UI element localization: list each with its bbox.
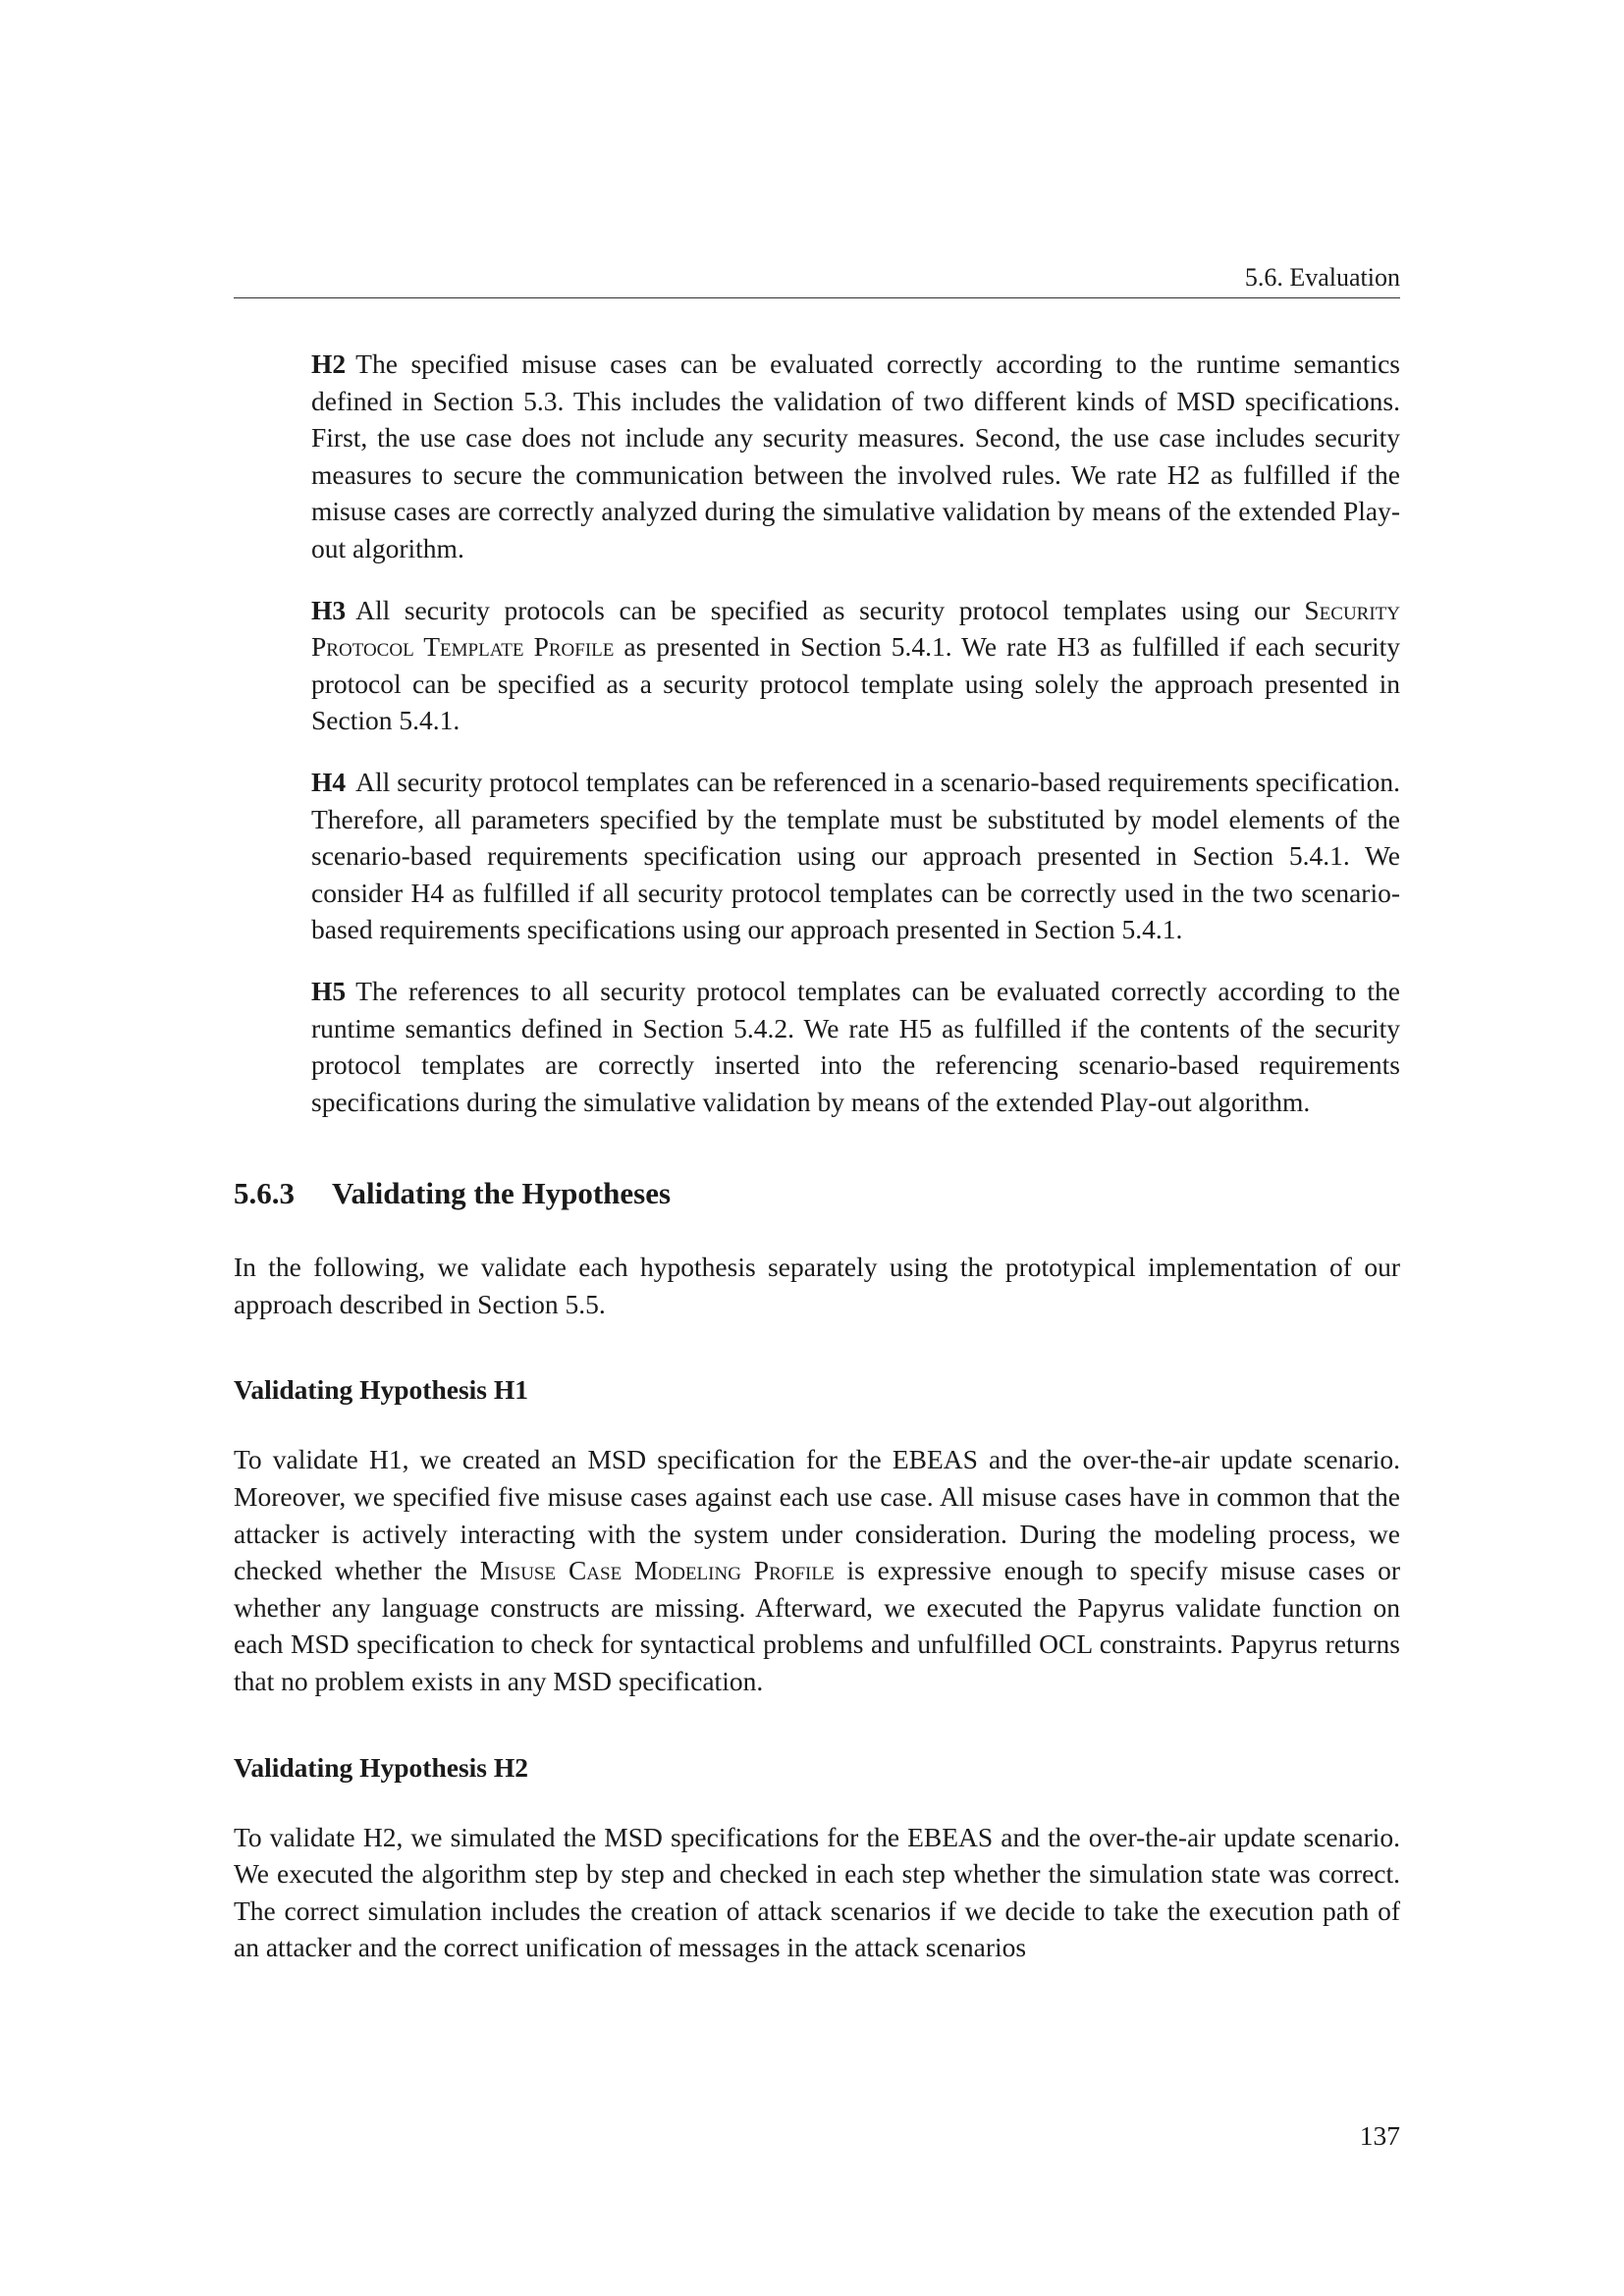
paragraph-text: To validate H1, we created an MSD specification for the EBEAS and the over-the-air update scenario. Moreover, we specified five misuse cases against each use case. All misuse cases have in common that the attacker is actively interacting with the system under consideration. During the modeling process, we checked whether the <box>234 1444 1400 1586</box>
section-heading <box>234 1174 1400 1213</box>
profile-name: Misuse Case Modeling Profile <box>479 1555 835 1586</box>
hypothesis-text: All security protocols can be specified as security protocol templates using our <box>355 594 1305 625</box>
paragraph-h2: To validate H2, we simulated the MSD specifications for the EBEAS and the over-the-air update scenario. We executed the algorithm step by step and checked in each step whether the simulation state was correct. The correct simulation includes the creation of attack scenarios if we decide to take the execution path of an attacker and the correct unification of messages in the attack scenarios <box>234 1821 1400 1963</box>
hypothesis-text: The references to all security protocol templates can be evaluated correctly according to the runtime semantics defined in Section 5.4.2. We rate H5 as fulfilled if the contents of the security protocol templates are correctly inserted into the referencing scenario-based requirements specifications during the simulative validation by means of the extended Play-out algorithm. <box>311 975 1400 1117</box>
hypothesis-label: H3 <box>311 594 347 625</box>
profile-name: Security Protocol Template Profile <box>311 594 1400 663</box>
hypothesis-h3 <box>311 592 1400 739</box>
hypothesis-label: H4 <box>311 766 347 797</box>
hypothesis-h2 <box>311 346 1400 567</box>
paragraph-heading-h1: Validating Hypothesis H1 <box>234 1374 529 1406</box>
running-header <box>234 263 1400 298</box>
paragraph-heading-h2: Validating Hypothesis H2 <box>234 1751 529 1783</box>
hypothesis-label: H2 <box>311 348 347 379</box>
hypothesis-text-cont: as presented in Section 5.4.1. We rate H3 as fulfilled if each security protocol can be specified as a security protocol template using solely the approach presented in Section 5.4.1. <box>311 631 1400 736</box>
page-number: 137 <box>1359 2120 1400 2151</box>
section-intro: In the following, we validate each hypothesis separately using the prototypical implementation of our approach described in Section 5.5. <box>234 1252 1400 1319</box>
paragraph-h1 <box>234 1441 1400 1699</box>
running-title: 5.6. Evaluation <box>1244 263 1400 292</box>
hypothesis-h4 <box>311 764 1400 948</box>
paragraph-text-cont: is expressive enough to specify misuse cases or whether any language constructs are missing. Afterward, we executed the Papyrus validate function on each MSD specification to check for syntactical problems and unfulfilled OCL constraints. Papyrus returns that no problem exists in any MSD specification. <box>234 1555 1400 1697</box>
hypothesis-text: All security protocol templates can be referenced in a scenario-based requirements specification. Therefore, all parameters specified by the template must be substituted by model elements of the scenario-based requirements specification using our approach presented in Section 5.4.1. We consider H4 as fulfilled if all security protocol templates can be correctly used in the two scenario-based requirements specifications using our approach presented in Section 5.4.1. <box>311 766 1400 945</box>
page-body <box>234 346 1400 1966</box>
section-title: Validating the Hypotheses <box>332 1176 672 1211</box>
section-number: 5.6.3 <box>234 1176 295 1211</box>
hypothesis-label: H5 <box>311 975 347 1006</box>
hypothesis-text: The specified misuse cases can be evaluated correctly according to the runtime semantics defined in Section 5.3. This includes the validation of two different kinds of MSD specifications. First, the use case does not include any security measures. Second, the use case includes security measures to secure the communication between the involved rules. We rate H2 as fulfilled if the misuse cases are correctly analyzed during the simulative validation by means of the extended Play-out algorithm. <box>311 348 1400 563</box>
hypothesis-h5 <box>311 973 1400 1120</box>
